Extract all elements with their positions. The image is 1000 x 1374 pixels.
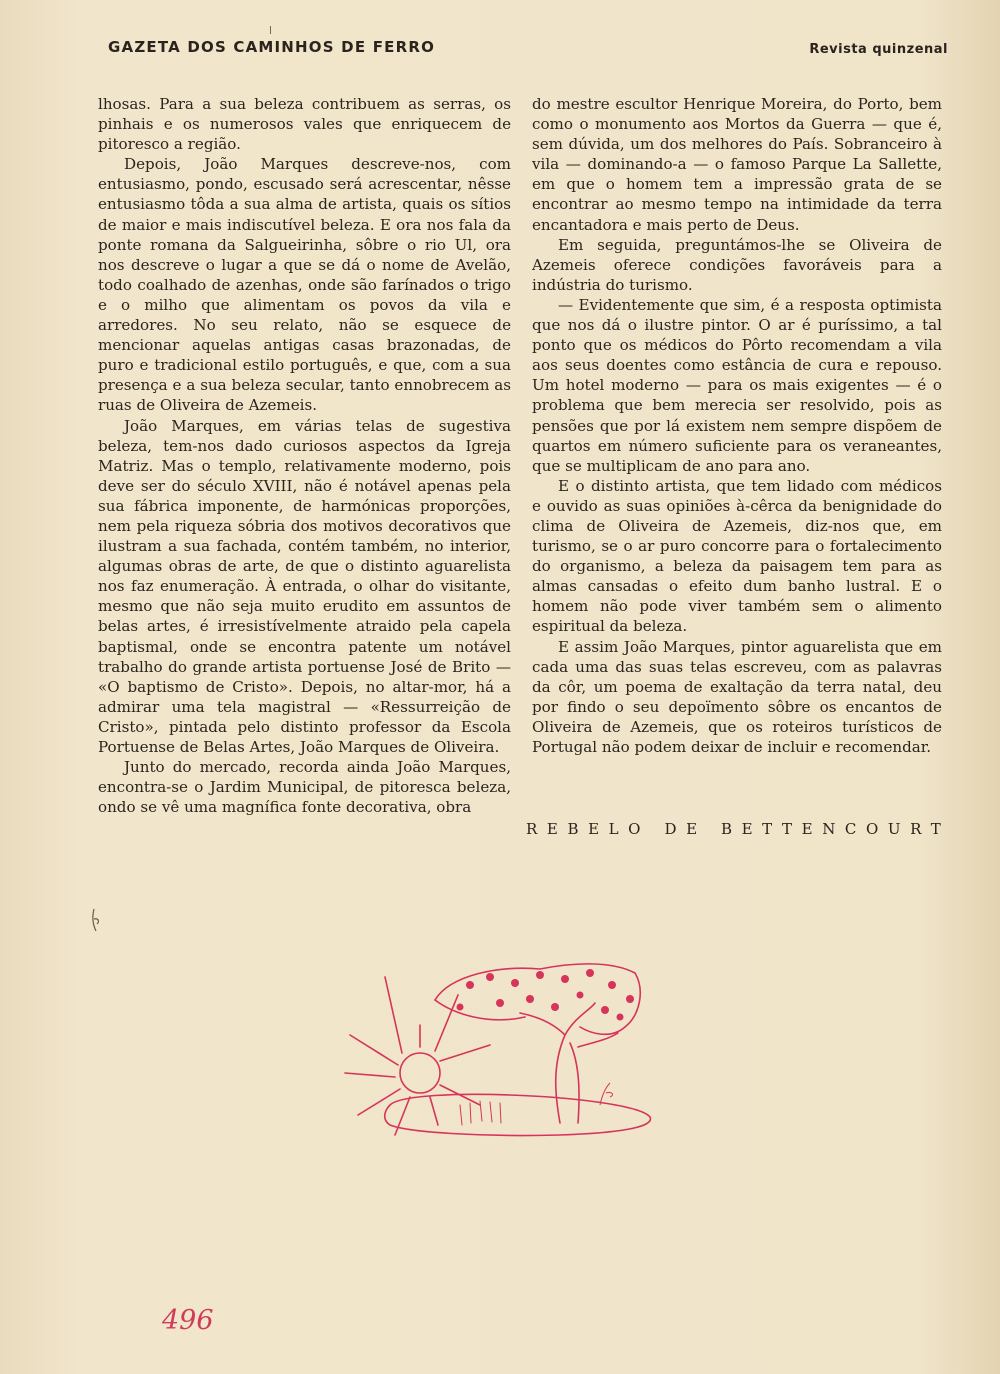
paragraph: João Marques, em várias telas de sugestiva beleza, tem-nos dado curiosos aspectos da Igreja Matriz. Mas o templo, relativamente moderno, pois deve ser do século XVIII, não é notável apenas pela sua fábrica imponente, de harmónicas proporções, nem pela riqueza sóbria dos motivos decorativos que ilustram a sua fachada, contém também, no interior, algumas obras de arte, de que o distinto aguarelista nos faz enumeração. À entrada, o olhar do visitante, mesmo que não seja muito erudito em assuntos de belas artes, é irresistívelmente atraido pela capela baptismal, onde se encontra patente um notável trabalho do grande artista portuense José de Brito — «O baptismo de Cristo». Depois, no altar-mor, há a admirar uma tela magistral — «Ressurreição de Cristo», pintada pelo distinto professor da Escola Portuense de Belas Artes, João Marques de Oliveira.	[98, 416, 511, 756]
publication-title: GAZETA DOS CAMINHOS DE FERRO	[108, 38, 436, 56]
paragraph: Junto do mercado, recorda ainda João Marques, encontra-se o Jardim Municipal, de pitoresca beleza, ondo se vê uma magnífica fonte decorativa, obra	[98, 758, 511, 817]
author-signature: REBELO DE BETTENCOURT	[526, 820, 951, 838]
page-number: 496	[162, 1305, 214, 1336]
article-column-right	[532, 94, 942, 757]
paragraph: lhosas. Para a sua beleza contribuem as serras, os pinhais e os numerosos vales que enriquecem de pitoresco a região.	[98, 95, 511, 154]
print-mark	[270, 26, 271, 34]
tree-and-sun-illustration	[340, 955, 670, 1150]
paragraph: Depois, João Marques descreve-nos, com entusiasmo, pondo, escusado será acrescentar, nêsse entusiasmo tôda a sua alma de artista, quais os sítios de maior e mais indiscutível beleza. E ora nos fala da ponte romana da Salgueirinha, sôbre o rio Ul, ora nos descreve o lugar a que se dá o nome de Avelão, todo coalhado de azenhas, onde são farínados o trigo e o milho que alimentam os povos da vila e arredores. No seu relato, não se esquece de mencionar aquelas antigas casas brazonadas, de puro e tradicional estilo português, e que, com a sua presença e a sua beleza secular, tanto ennobrecem as ruas de Oliveira de Azemeis.	[98, 155, 511, 415]
paragraph: Em seguida, preguntámos-lhe se Oliveira de Azemeis oferece condições favoráveis para a indústria do turismo.	[532, 235, 942, 294]
paragraph: E assim João Marques, pintor aguarelista que em cada uma das suas telas escreveu, com as palavras da côr, um poema de exaltação da terra natal, deu por findo o seu depoïmento sôbre os encantos de Oliveira de Azemeis, que os roteiros turísticos de Portugal não podem deixar de incluir e recomendar.	[532, 637, 942, 756]
article-column-left	[98, 94, 511, 817]
paragraph: — Evidentemente que sim, é a resposta optimista que nos dá o ilustre pintor. O ar é puríssimo, a tal ponto que os médicos do Pôrto recomendam a vila aos seus doentes como estância de cura e repouso. Um hotel moderno — para os mais exigentes — é o problema que bem merecia ser resolvido, pois as pensões que por lá existem nem sempre dispõem de quartos em número suficiente para os veraneantes, que se multiplicam de ano para ano.	[532, 295, 942, 475]
paragraph: do mestre escultor Henrique Moreira, do Porto, bem como o monumento aos Mortos da Guerra — que é, sem dúvida, um dos melhores do País. Sobranceiro à vila — dominando-a — o famoso Parque La Sallette, em que o homem tem a impressão grata de se encontrar ao mesmo tempo na intimidade da terra encantadora e mais perto de Deus.	[532, 95, 942, 234]
paragraph: E o distinto artista, que tem lidado com médicos e ouvido as suas opiniões à-cêrca da benignidade do clima de Oliveira de Azemeis, diz-nos que, em turismo, se o ar puro concorre para o fortalecimento do organismo, a beleza da paisagem tem para as almas cansadas o efeito dum banho lustral. E o homem não pode viver também sem o alimento espiritual da beleza.	[532, 476, 942, 636]
periodicity-label: Revista quinzenal	[809, 42, 948, 57]
pen-mark	[88, 905, 108, 935]
